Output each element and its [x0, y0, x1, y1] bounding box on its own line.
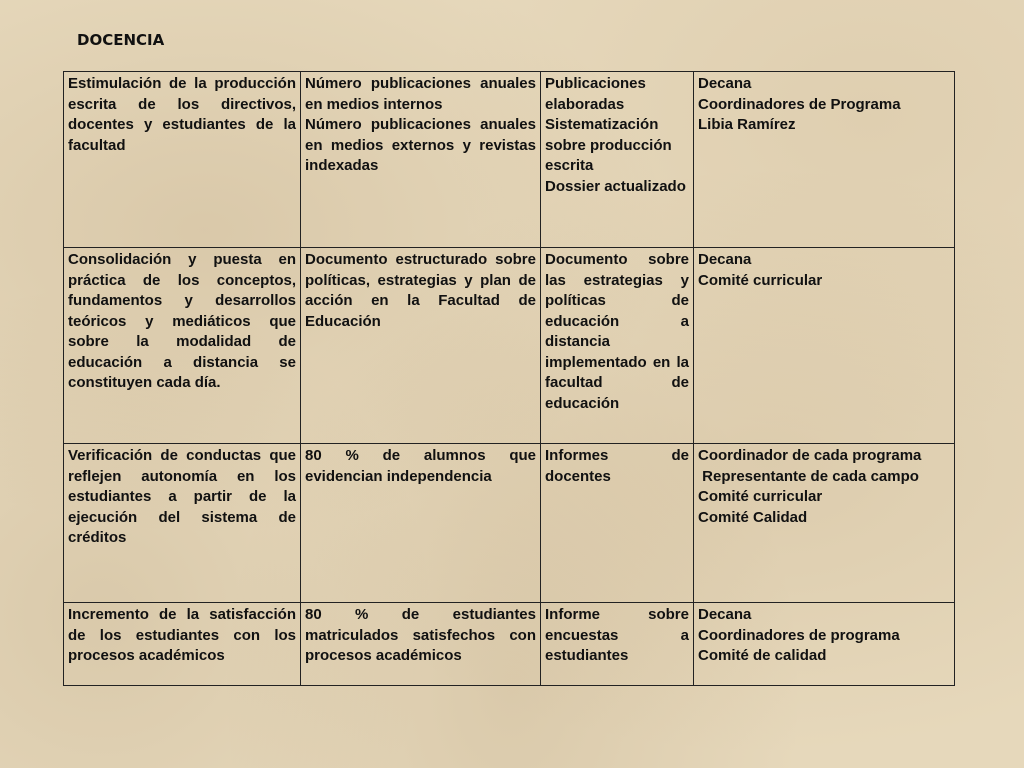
responsible-cell: Decana Comité curricular — [694, 248, 955, 444]
responsible-cell: Coordinador de cada programa Representante de cada campo Comité curricular Comité Calidad — [694, 444, 955, 603]
indicator-cell: Documento estructurado sobre políticas, estrategias y plan de acción en la Facultad de Educación — [301, 248, 541, 444]
responsible-cell: Decana Coordinadores de Programa Libia Ramírez — [694, 72, 955, 248]
evidence-cell: Informe sobre encuestas a estudiantes — [541, 603, 694, 686]
objective-cell: Consolidación y puesta en práctica de los conceptos, fundamentos y desarrollos teóricos y mediáticos que sobre la modalidad de educación a distancia se constituyen cada día. — [64, 248, 301, 444]
evidence-cell: Documento sobre las estrategias y políticas de educación a distancia implementado en la facultad de educación — [541, 248, 694, 444]
evidence-cell: Informes de docentes — [541, 444, 694, 603]
objective-cell: Verificación de conductas que reflejen autonomía en los estudiantes a partir de la ejecución del sistema de créditos — [64, 444, 301, 603]
docencia-table — [63, 71, 955, 686]
table-row — [64, 72, 955, 248]
responsible-cell: Decana Coordinadores de programa Comité de calidad — [694, 603, 955, 686]
indicator-cell: 80 % de alumnos que evidencian independencia — [301, 444, 541, 603]
evidence-cell: Publicaciones elaboradas Sistematización sobre producción escrita Dossier actualizado — [541, 72, 694, 248]
objective-cell: Estimulación de la producción escrita de los directivos, docentes y estudiantes de la facultad — [64, 72, 301, 248]
indicator-cell: Número publicaciones anuales en medios internos Número publicaciones anuales en medios externos y revistas indexadas — [301, 72, 541, 248]
table-row — [64, 444, 955, 603]
page-title: DOCENCIA — [77, 31, 165, 49]
indicator-cell: 80 % de estudiantes matriculados satisfechos con procesos académicos — [301, 603, 541, 686]
objective-cell: Incremento de la satisfacción de los estudiantes con los procesos académicos — [64, 603, 301, 686]
table-row — [64, 603, 955, 686]
table-row — [64, 248, 955, 444]
